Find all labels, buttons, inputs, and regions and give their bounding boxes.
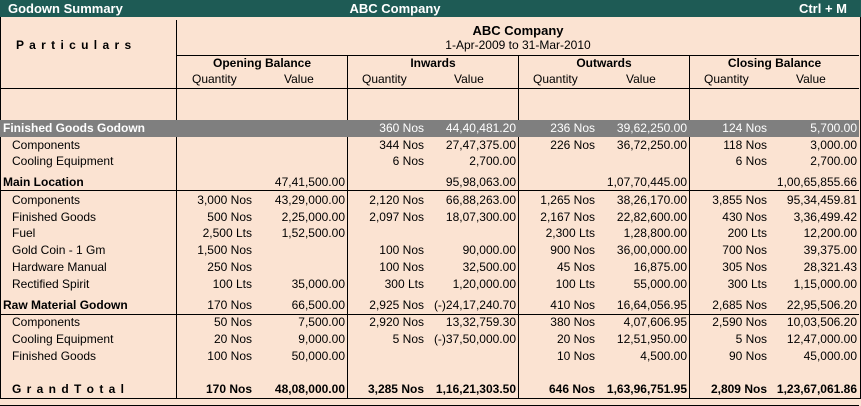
inwards-qty: 5 Nos [392, 332, 424, 346]
closing-value: 12,200.00 [803, 226, 857, 240]
grand-total-row[interactable] [0, 381, 859, 398]
opening-value: 9,000.00 [298, 332, 345, 346]
closing-qty: 118 Nos [723, 138, 767, 152]
outwards-qty: 646 Nos [548, 382, 595, 396]
closing-value: 28,321.43 [803, 260, 857, 274]
outwards-value: 12,51,950.00 [616, 332, 687, 346]
row-label: Gold Coin - 1 Gm [12, 243, 106, 257]
opening-value: 43,29,000.00 [274, 193, 345, 207]
inwards-value: 44,40,481.20 [445, 121, 516, 135]
closing-qty: 2,590 Nos [712, 315, 767, 329]
outwards-qty: 10 Nos [556, 349, 595, 363]
closing-value: 2,700.00 [810, 154, 857, 168]
opening-qty: 2,500 Lts [202, 226, 252, 240]
outwards-qty: 20 Nos [556, 332, 595, 346]
inwards-value: 66,88,263.00 [445, 193, 516, 207]
closing-value: 3,000.00 [810, 138, 857, 152]
row-label: Main Location [3, 175, 84, 189]
outwards-value: 39,62,250.00 [616, 121, 687, 135]
row-label: Cooling Equipment [12, 154, 114, 168]
row-label: Components [12, 138, 81, 152]
outwards-value: 4,07,606.95 [623, 315, 687, 329]
opening-qty: 50 Nos [213, 315, 252, 329]
row-label: Components [12, 315, 81, 329]
particulars-header: P a r t i c u l a r s [16, 38, 133, 52]
outwards-value: 38,26,170.00 [616, 193, 687, 207]
closing-value: 95,34,459.81 [786, 193, 857, 207]
closing-qty: 700 Nos [722, 243, 767, 257]
outwards-qty: 2,300 Lts [545, 226, 595, 240]
company-title: ABC Company [349, 1, 441, 16]
item-row[interactable] [0, 276, 859, 293]
opening-value: 2,25,000.00 [281, 210, 345, 224]
inwards-value: (-)37,50,000.00 [433, 332, 516, 346]
col-qty: Quantity [192, 72, 237, 86]
row-label: Finished Goods [12, 210, 97, 224]
closing-value: 22,95,506.20 [786, 298, 857, 312]
opening-qty: 500 Nos [207, 210, 252, 224]
inwards-qty: 3,285 Nos [367, 382, 424, 396]
outwards-value: 1,28,800.00 [623, 226, 687, 240]
closing-value: 39,375.00 [803, 243, 857, 257]
godown-row[interactable] [0, 120, 859, 137]
outwards-value: 1,63,96,751.95 [606, 382, 687, 396]
closing-value: 1,00,65,855.66 [776, 175, 857, 189]
row-label: Cooling Equipment [12, 332, 114, 346]
outwards-qty: 410 Nos [550, 298, 595, 312]
col-qty: Quantity [704, 72, 749, 86]
col-group-opening: Opening Balance [212, 56, 312, 70]
outwards-value: 36,00,000.00 [616, 243, 687, 257]
closing-qty: 6 Nos [735, 154, 767, 168]
opening-value: 66,500.00 [291, 298, 345, 312]
item-row[interactable] [0, 314, 859, 331]
row-label: Rectified Spirit [12, 277, 90, 291]
godown-row[interactable] [0, 174, 859, 191]
inwards-qty: 360 Nos [379, 121, 424, 135]
outwards-qty: 380 Nos [550, 315, 595, 329]
outwards-qty: 2,167 Nos [540, 210, 595, 224]
item-row[interactable] [0, 242, 859, 259]
opening-qty: 170 Nos [205, 382, 252, 396]
closing-qty: 430 Nos [722, 210, 767, 224]
inwards-qty: 344 Nos [379, 138, 424, 152]
opening-qty: 170 Nos [207, 298, 252, 312]
closing-value: 5,700.00 [810, 121, 857, 135]
col-val: Value [284, 72, 314, 86]
item-row[interactable] [0, 259, 859, 276]
period-range: 1-Apr-2009 to 31-Mar-2010 [445, 38, 591, 52]
closing-qty: 90 Nos [728, 349, 767, 363]
closing-qty: 305 Nos [722, 260, 767, 274]
outwards-value: 4,500.00 [640, 349, 687, 363]
outwards-qty: 226 Nos [550, 138, 595, 152]
inwards-value: 90,000.00 [462, 243, 516, 257]
opening-qty: 3,000 Nos [197, 193, 252, 207]
opening-qty: 100 Nos [207, 349, 252, 363]
outwards-qty: 236 Nos [550, 121, 595, 135]
item-row[interactable] [0, 225, 859, 242]
outwards-value: 36,72,250.00 [616, 138, 687, 152]
inwards-qty: 300 Lts [384, 277, 424, 291]
closing-qty: 2,809 Nos [710, 382, 767, 396]
row-label: Finished Goods Godown [3, 121, 145, 135]
closing-value: 12,47,000.00 [786, 332, 857, 346]
inwards-qty: 100 Nos [379, 243, 424, 257]
inwards-value: 95,98,063.00 [445, 175, 516, 189]
outwards-value: 16,64,056.95 [616, 298, 687, 312]
inwards-qty: 6 Nos [392, 154, 424, 168]
row-label: Components [12, 193, 81, 207]
outwards-qty: 1,265 Nos [540, 193, 595, 207]
col-val: Value [626, 72, 656, 86]
opening-value: 7,500.00 [298, 315, 345, 329]
col-group-inwards: Inwards [410, 56, 456, 70]
inwards-value: 18,07,300.00 [445, 210, 516, 224]
opening-qty: 20 Nos [213, 332, 252, 346]
outwards-value: 22,82,600.00 [616, 210, 687, 224]
col-val: Value [454, 72, 484, 86]
closing-value: 1,15,000.00 [793, 277, 857, 291]
outwards-value: 55,000.00 [633, 277, 687, 291]
inwards-value: 27,47,375.00 [445, 138, 516, 152]
closing-qty: 5 Nos [735, 332, 767, 346]
outwards-value: 1,07,70,445.00 [606, 175, 687, 189]
row-label: Hardware Manual [12, 260, 107, 274]
outwards-qty: 100 Lts [555, 277, 595, 291]
inwards-qty: 2,097 Nos [369, 210, 424, 224]
closing-qty: 2,685 Nos [712, 298, 767, 312]
godown-row[interactable] [0, 297, 859, 314]
report-title: Godown Summary [8, 1, 123, 16]
col-val: Value [796, 72, 826, 86]
outwards-qty: 45 Nos [556, 260, 595, 274]
inwards-value: (-)24,17,240.70 [433, 298, 516, 312]
col-qty: Quantity [533, 72, 578, 86]
inwards-qty: 2,925 Nos [369, 298, 424, 312]
closing-value: 1,23,67,061.86 [776, 382, 857, 396]
closing-qty: 124 Nos [722, 121, 767, 135]
item-row[interactable] [0, 209, 859, 226]
col-group-outwards: Outwards [576, 56, 632, 70]
inwards-value: 32,500.00 [462, 260, 516, 274]
col-qty: Quantity [362, 72, 407, 86]
opening-qty: 100 Lts [212, 277, 252, 291]
closing-qty: 200 Lts [727, 226, 767, 240]
closing-qty: 3,855 Nos [712, 193, 767, 207]
shortcut-hint[interactable]: Ctrl + M [798, 1, 847, 16]
inwards-qty: 100 Nos [379, 260, 424, 274]
opening-qty: 1,500 Nos [197, 243, 252, 257]
outwards-qty: 900 Nos [550, 243, 595, 257]
row-label: Finished Goods [12, 349, 97, 363]
opening-qty: 250 Nos [207, 260, 252, 274]
opening-value: 47,41,500.00 [274, 175, 345, 189]
outwards-value: 16,875.00 [633, 260, 687, 274]
company-name: ABC Company [472, 23, 564, 38]
inwards-qty: 2,920 Nos [369, 315, 424, 329]
item-row[interactable] [0, 137, 859, 154]
opening-value: 50,000.00 [291, 349, 345, 363]
title-bar [0, 0, 861, 17]
row-label: Fuel [12, 226, 36, 240]
closing-value: 3,36,499.42 [793, 210, 857, 224]
item-row[interactable] [0, 348, 859, 365]
inwards-value: 1,16,21,303.50 [435, 382, 516, 396]
inwards-value: 2,700.00 [469, 154, 516, 168]
item-row[interactable] [0, 153, 859, 170]
inwards-qty: 2,120 Nos [369, 193, 424, 207]
closing-qty: 300 Lts [727, 277, 767, 291]
inwards-value: 13,32,759.30 [445, 315, 516, 329]
col-group-closing: Closing Balance [727, 56, 822, 70]
divider [0, 88, 859, 89]
opening-value: 48,08,000.00 [274, 382, 345, 396]
closing-value: 10,03,506.20 [786, 315, 857, 329]
row-label: G r a n d T o t a l [12, 382, 126, 396]
row-label: Raw Material Godown [3, 298, 128, 312]
opening-value: 1,52,500.00 [281, 226, 345, 240]
inwards-value: 1,20,000.00 [452, 277, 516, 291]
item-row[interactable] [0, 192, 859, 209]
opening-value: 35,000.00 [291, 277, 345, 291]
closing-value: 45,000.00 [803, 349, 857, 363]
item-row[interactable] [0, 331, 859, 348]
